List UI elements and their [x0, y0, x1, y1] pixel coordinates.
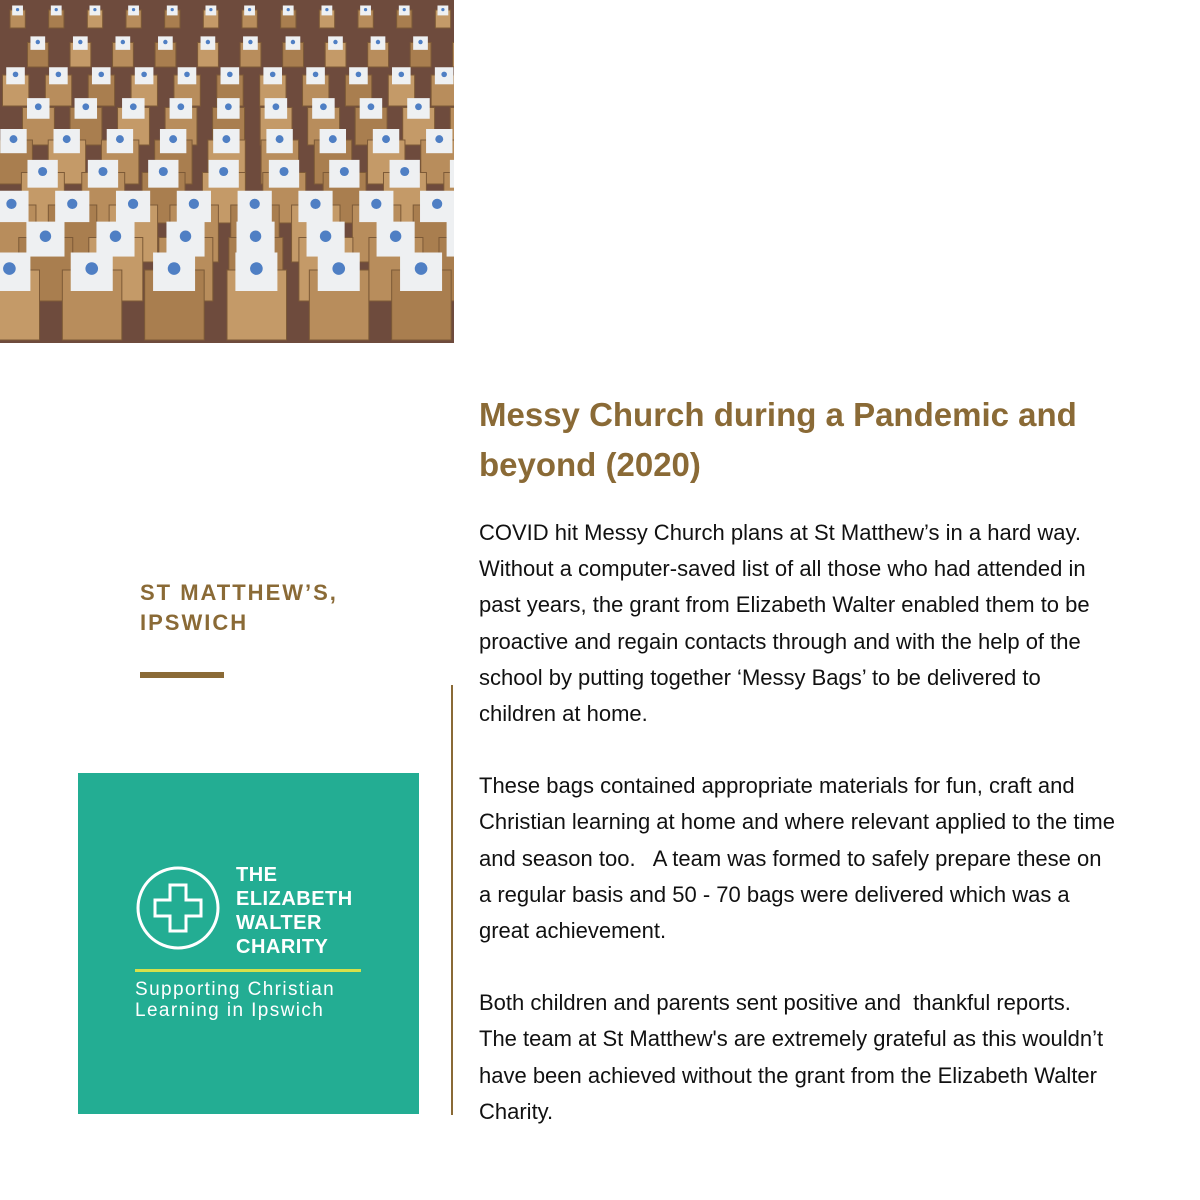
- charity-name-line: WALTER: [236, 912, 322, 934]
- article-paragraph: COVID hit Messy Church plans at St Matthew’s in a hard way. Without a computer-saved list of all those who had attended in past years, the grant from Elizabeth Walter enabled them to be proactive and regain contacts through and with the help of the school by putting together ‘Messy Bags’ to be delivered to children at home.: [479, 520, 1100, 727]
- location-line-2: IPSWICH: [140, 610, 249, 635]
- article-paragraph: These bags contained appropriate materials for fun, craft and Christian learning at home and where relevant applied to the time and season too. A team was formed to safely prepare these on a regular basis and 50 - 70 bags were delivered which was a great achievement.: [479, 773, 1122, 944]
- charity-name-line: ELIZABETH: [236, 888, 353, 910]
- paper-bags-illustration: [0, 0, 454, 343]
- charity-name: [236, 863, 406, 959]
- tagline-line: Learning in Ipswich: [135, 1000, 325, 1021]
- photo-paper-bags: [0, 0, 454, 343]
- charity-tagline: [135, 979, 375, 1021]
- charity-name-line: CHARITY: [236, 936, 329, 958]
- vertical-divider: [451, 685, 453, 1115]
- article-body: [479, 515, 1122, 1166]
- cross-badge-icon: [135, 865, 221, 951]
- charity-logo: [78, 773, 419, 1114]
- location-heading: [140, 578, 380, 638]
- article-title: Messy Church during a Pandemic and beyond (2020): [479, 396, 1077, 483]
- charity-name-line: THE: [236, 864, 278, 886]
- article-paragraph: Both children and parents sent positive and thankful reports. The team at St Matthew's are extremely grateful as this wouldn’t have been achieved without the grant from the Elizabeth Walter Charity.: [479, 990, 1110, 1124]
- location-line-1: ST MATTHEW’S,: [140, 580, 338, 605]
- tagline-line: Supporting Christian: [135, 979, 336, 1000]
- logo-divider: [135, 969, 361, 972]
- location-divider: [140, 672, 224, 678]
